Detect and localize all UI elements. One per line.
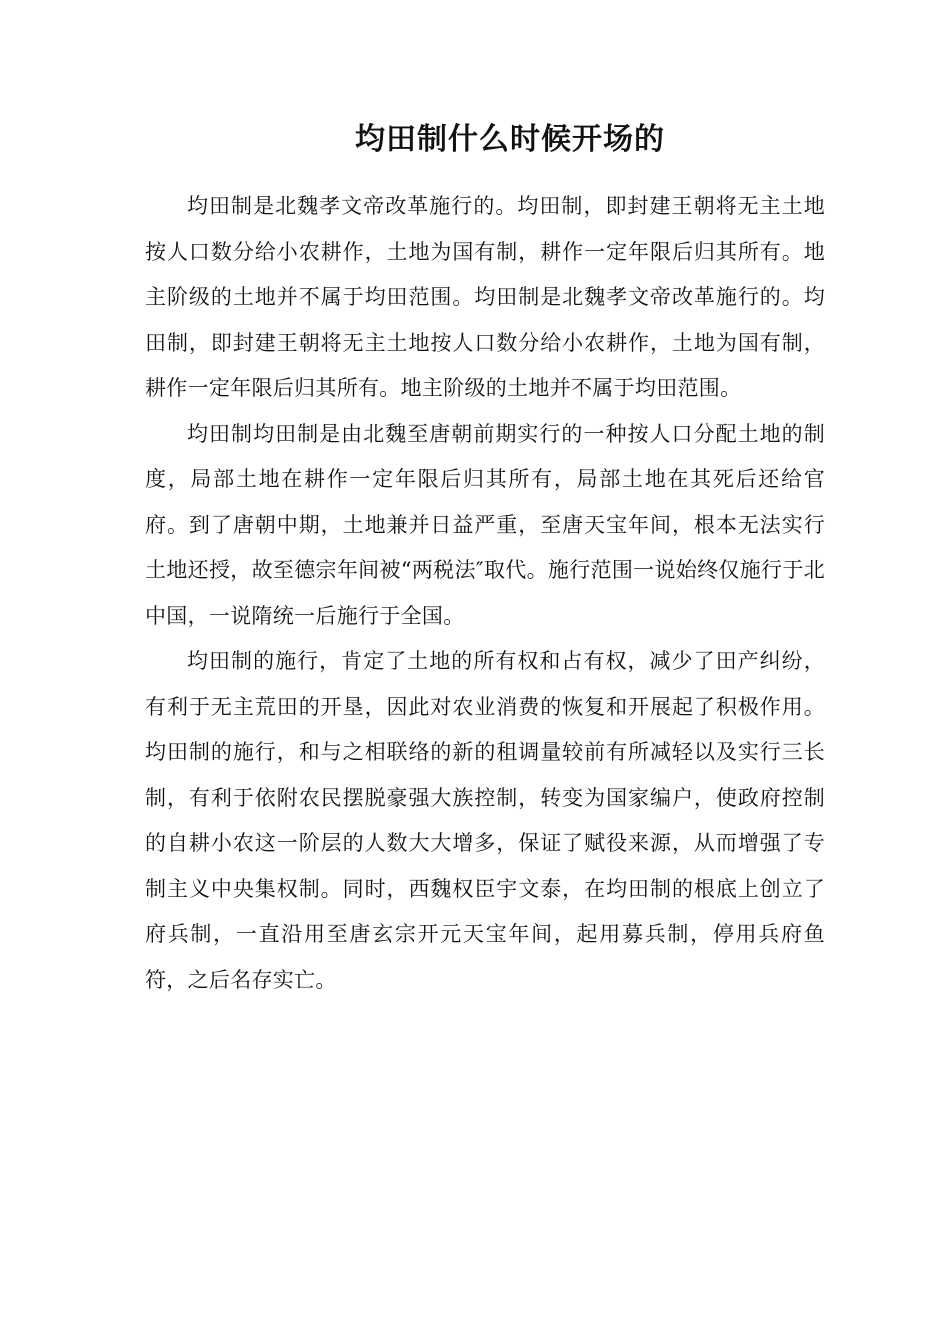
paragraph-1: 均田制是北魏孝文帝改革施行的。均田制，即封建王朝将无主土地按人口数分给小农耕作，土地为国有制，耕作一定年限后归其所有。地主阶级的土地并不属于均田范围。均田制是北魏孝文帝改革施行的。均田制，即封建王朝将无主土地按人口数分给小农耕作，土地为国有制，耕作一定年限后归其所有。地主阶级的土地并不属于均田范围。 (145, 194, 825, 400)
document-title: 均田制什么时候开场的 (355, 122, 665, 157)
paragraph-2: 均田制均田制是由北魏至唐朝前期实行的一种按人口分配土地的制度，局部土地在耕作一定年限后归其所有，局部土地在其死后还给官府。到了唐朝中期，土地兼并日益严重，至唐天宝年间，根本无法实行土地还授，故至德宗年间被“两税法″取代。施行范围一说始终仅施行于北中国，一说隋统一后施行于全国。 (145, 421, 825, 628)
paragraph-3: 均田制的施行，肯定了土地的所有权和占有权，减少了田产纠纷，有利于无主荒田的开垦，因此对农业消费的恢复和开展起了积极作用。均田制的施行，和与之相联络的新的租调量较前有所减轻以及实行三长制，有利于依附农民摆脱豪强大族控制，转变为国家编户，使政府控制的自耕小农这一阶层的人数大大增多，保证了赋役来源，从而增强了专制主义中央集权制。同时，西魏权臣宇文泰，在均田制的根底上创立了府兵制，一直沿用至唐玄宗开元天宝年间，起用募兵制，停用兵府鱼符，之后名存实亡。 (145, 649, 825, 992)
document-body (145, 184, 825, 1003)
